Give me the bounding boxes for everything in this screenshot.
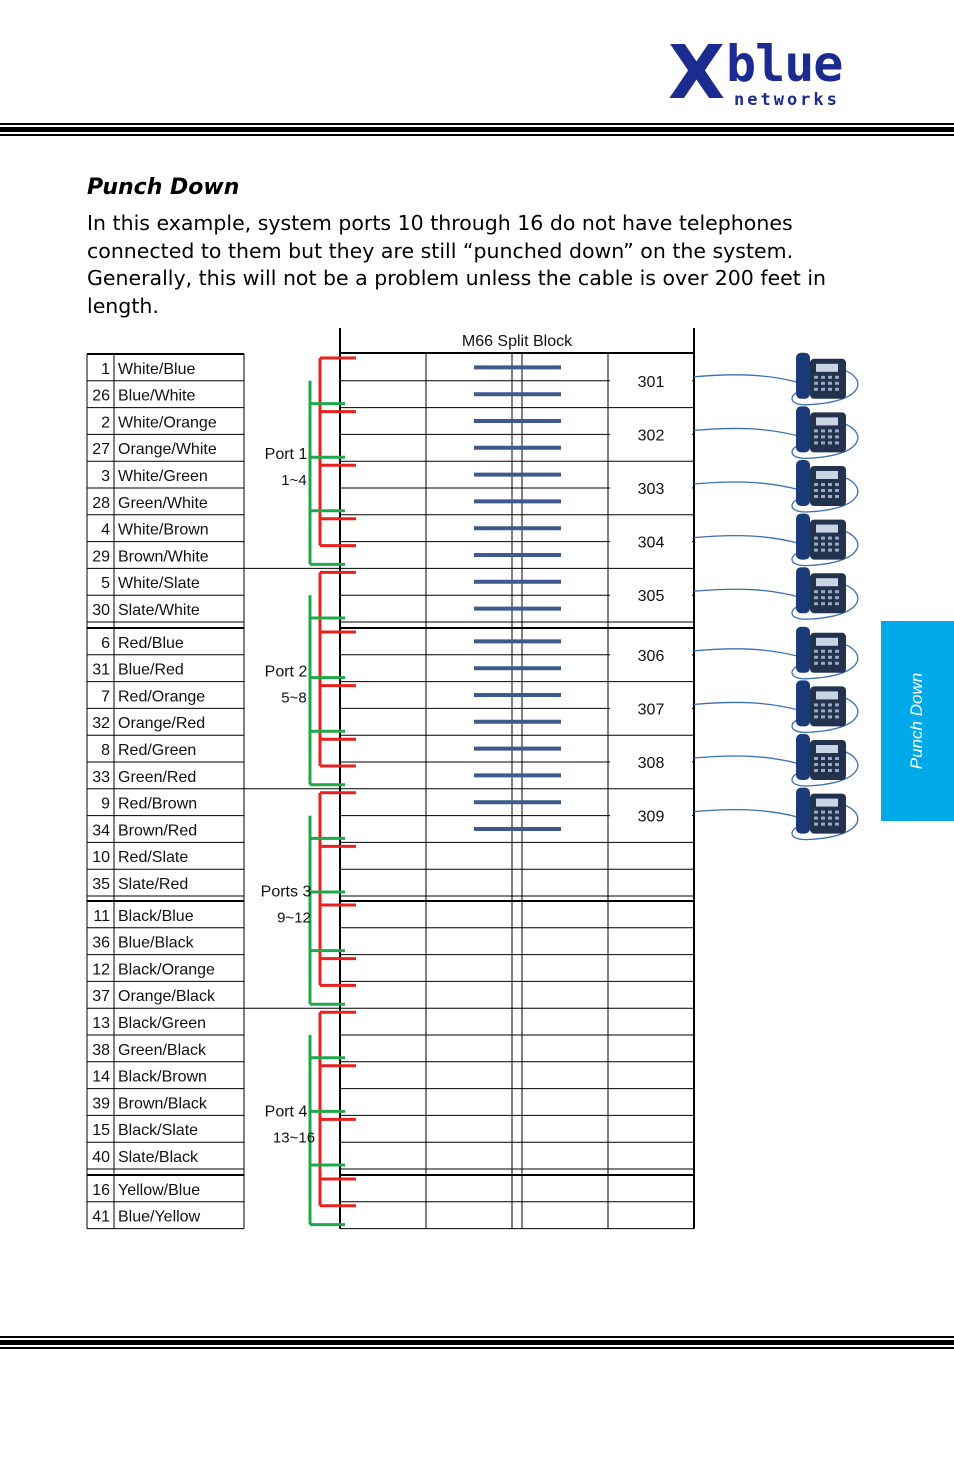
phone-key	[814, 495, 818, 498]
phone-key	[835, 811, 839, 814]
pair-color: Red/Slate	[118, 849, 189, 867]
phone-key	[814, 376, 818, 379]
phone-key	[821, 763, 825, 766]
pair-number: 7	[101, 688, 110, 706]
port-range: 13~16	[272, 1129, 316, 1147]
port-range: 9~12	[277, 909, 311, 927]
phone-display	[816, 364, 838, 372]
pair-color: White/Slate	[118, 575, 200, 593]
phone-key	[835, 429, 839, 432]
phone-key	[835, 590, 839, 593]
side-tab-label: Punch Down	[907, 672, 926, 770]
phone-key	[821, 596, 825, 599]
port-label: Port 1	[264, 446, 308, 464]
phone-key	[821, 823, 825, 826]
pair-color: Red/Blue	[118, 634, 184, 652]
phone-key	[814, 769, 818, 772]
phone-key	[835, 549, 839, 552]
phone-key	[835, 763, 839, 766]
pair-color: Orange/White	[118, 441, 217, 459]
phone-key	[828, 543, 832, 546]
phone-key	[828, 429, 832, 432]
phone-key	[828, 435, 832, 438]
pair-color: Yellow/Blue	[118, 1181, 201, 1199]
phone-cord	[694, 482, 800, 490]
phone-key	[814, 811, 818, 814]
pair-color: Green/White	[118, 494, 208, 512]
phone-display	[816, 417, 838, 425]
phone-key	[828, 441, 832, 444]
pair-color: Orange/Black	[118, 988, 215, 1006]
phone-key	[814, 435, 818, 438]
pair-color: Brown/White	[118, 548, 209, 566]
phone-key	[828, 489, 832, 492]
extension-label: 308	[637, 755, 665, 772]
extension-label: 306	[637, 647, 665, 665]
phone-key	[835, 769, 839, 772]
phone-key	[828, 662, 832, 665]
phone-key	[828, 602, 832, 605]
extension-label: 305	[637, 588, 665, 606]
phone-key	[835, 376, 839, 379]
side-tab[interactable]	[881, 621, 954, 821]
phone-key	[821, 435, 825, 438]
phone-key	[814, 441, 818, 444]
phone-key	[814, 817, 818, 820]
block-title: M66 Split Block	[461, 333, 573, 350]
pair-color: Green/Red	[118, 768, 197, 786]
phone-key	[821, 662, 825, 665]
phone-key	[828, 715, 832, 718]
phone-key	[821, 441, 825, 444]
phone-key	[814, 429, 818, 432]
pair-number: 33	[92, 768, 110, 786]
pair-color: White/Orange	[118, 414, 217, 432]
pair-number: 8	[101, 742, 110, 759]
phone-key	[821, 715, 825, 718]
phone-key	[821, 495, 825, 498]
section-title: Punch Down	[87, 175, 240, 200]
pair-number: 16	[92, 1181, 110, 1199]
phone-key	[835, 495, 839, 498]
phone-key	[828, 483, 832, 486]
phone-key	[828, 811, 832, 814]
phone-key	[828, 382, 832, 385]
phone-key	[835, 757, 839, 760]
phone-key	[814, 382, 818, 385]
phone-display	[816, 799, 838, 807]
pair-number: 38	[92, 1041, 110, 1059]
phone-key	[828, 495, 832, 498]
pair-number: 2	[101, 414, 110, 432]
phone-key	[821, 650, 825, 653]
pair-color: Slate/Red	[118, 876, 189, 893]
phone-key	[835, 823, 839, 826]
pair-color: Black/Slate	[118, 1122, 199, 1140]
pair-color: Orange/Red	[118, 715, 206, 733]
pair-number: 9	[101, 795, 110, 813]
phone-key	[814, 757, 818, 760]
pair-color: White/Blue	[118, 360, 196, 378]
extension-label: 302	[637, 427, 665, 445]
phone-key	[814, 656, 818, 659]
pair-number: 28	[92, 494, 110, 512]
pair-number: 5	[101, 575, 110, 593]
phone-key	[828, 763, 832, 766]
phone-key	[828, 650, 832, 653]
phone-key	[828, 823, 832, 826]
phone-key	[828, 703, 832, 706]
pair-color: Slate/Black	[118, 1149, 199, 1166]
phone-handset	[796, 680, 810, 726]
pair-number: 4	[101, 521, 110, 539]
phone-handset	[796, 406, 810, 452]
pair-number: 29	[92, 548, 110, 566]
phone-cord	[694, 756, 800, 764]
pair-number: 39	[92, 1095, 110, 1113]
phone-key	[814, 590, 818, 593]
phone-handset	[796, 627, 810, 673]
phone-key	[835, 537, 839, 540]
phone-key	[821, 757, 825, 760]
extension-label: 301	[637, 373, 665, 391]
pair-number: 13	[92, 1015, 110, 1032]
phone-key	[821, 382, 825, 385]
pair-number: 12	[92, 961, 110, 979]
phone-key	[814, 703, 818, 706]
phone-key	[814, 602, 818, 605]
phone-display	[816, 578, 838, 586]
pair-number: 40	[92, 1149, 110, 1166]
port-label: Port 2	[264, 663, 308, 681]
pair-number: 10	[92, 849, 110, 867]
phone-key	[835, 817, 839, 820]
phone-key	[821, 549, 825, 552]
phone-display	[816, 638, 838, 646]
phone-key	[828, 596, 832, 599]
phone-key	[835, 709, 839, 712]
phone-key	[828, 388, 832, 391]
phone-key	[814, 650, 818, 653]
pair-number: 27	[92, 441, 110, 459]
phone-handset	[796, 788, 810, 834]
port-label: Port 4	[264, 1103, 308, 1121]
pair-color: Slate/White	[118, 602, 200, 619]
phone-display	[816, 745, 838, 753]
phone-key	[835, 483, 839, 486]
phone-key	[835, 435, 839, 438]
phone-key	[835, 543, 839, 546]
phone-cord	[694, 649, 800, 657]
phone-cord	[694, 589, 800, 597]
pair-color: Black/Brown	[118, 1068, 207, 1086]
phone-key	[828, 590, 832, 593]
phone-key	[835, 715, 839, 718]
phone-display	[816, 471, 838, 479]
phone-key	[828, 656, 832, 659]
pair-color: Red/Green	[118, 742, 197, 759]
phone-handset	[796, 734, 810, 780]
phone-key	[821, 388, 825, 391]
phone-key	[821, 590, 825, 593]
phone-key	[828, 549, 832, 552]
phone-handset	[796, 460, 810, 506]
extension-label: 303	[637, 481, 665, 498]
extension-label: 307	[637, 701, 665, 719]
pair-number: 26	[92, 387, 110, 405]
pair-number: 31	[92, 661, 110, 679]
pair-color: Black/Blue	[118, 907, 194, 925]
pair-number: 34	[92, 822, 110, 840]
phone-key	[821, 483, 825, 486]
phone-key	[814, 763, 818, 766]
pair-color: Blue/Black	[118, 934, 194, 952]
pair-color: Brown/Red	[118, 822, 198, 840]
extension-label: 309	[637, 808, 665, 826]
phone-key	[828, 817, 832, 820]
pair-number: 1	[101, 360, 110, 378]
pair-color: Red/Brown	[118, 795, 198, 813]
pair-number: 30	[92, 602, 110, 619]
pair-color: Brown/Black	[118, 1095, 207, 1113]
pair-number: 3	[101, 468, 110, 485]
phone-key	[835, 662, 839, 665]
pair-number: 32	[92, 715, 110, 733]
phone-key	[814, 823, 818, 826]
phone-key	[814, 483, 818, 486]
pair-color: Black/Green	[118, 1015, 207, 1032]
intro-paragraph: In this example, system ports 10 through 16 do not have telephones connected to them but they are still “punched down” on the system. Generally, this will not be a problem unless the cable is over 200 feet in length.	[87, 211, 827, 318]
phone-key	[821, 817, 825, 820]
phone-key	[814, 489, 818, 492]
phone-key	[835, 441, 839, 444]
phone-key	[835, 602, 839, 605]
phone-key	[814, 715, 818, 718]
phone-cord	[694, 536, 800, 544]
logo-mark: X	[668, 30, 724, 116]
phone-key	[828, 769, 832, 772]
phone-key	[821, 602, 825, 605]
pair-number: 14	[92, 1068, 110, 1086]
pair-color: Red/Orange	[118, 688, 206, 706]
phone-key	[814, 662, 818, 665]
port-label: Ports 3	[260, 883, 312, 901]
pair-number: 6	[101, 634, 110, 652]
phone-handset	[796, 567, 810, 613]
phone-key	[835, 703, 839, 706]
extension-label: 304	[637, 534, 665, 552]
phone-key	[835, 656, 839, 659]
pair-color: Blue/Red	[118, 661, 184, 679]
phone-key	[828, 709, 832, 712]
logo-word: blue	[726, 35, 843, 93]
pair-number: 35	[92, 876, 110, 893]
phone-key	[828, 537, 832, 540]
phone-display	[816, 691, 838, 699]
pair-number: 41	[92, 1208, 110, 1226]
pair-color: Blue/Yellow	[118, 1208, 201, 1226]
pair-number: 11	[93, 907, 110, 925]
phone-cord	[694, 810, 800, 818]
pair-number: 15	[92, 1122, 110, 1140]
phone-key	[814, 596, 818, 599]
phone-cord	[694, 375, 800, 383]
phone-key	[835, 382, 839, 385]
pair-number: 37	[92, 988, 110, 1006]
phone-key	[821, 537, 825, 540]
pair-color: Black/Orange	[118, 961, 215, 979]
port-range: 5~8	[281, 689, 307, 707]
phone-cord	[694, 428, 800, 436]
phone-handset	[796, 353, 810, 399]
phone-key	[814, 709, 818, 712]
phone-key	[821, 811, 825, 814]
phone-key	[835, 489, 839, 492]
pair-color: Green/Black	[118, 1041, 207, 1059]
phone-key	[814, 549, 818, 552]
phone-key	[821, 769, 825, 772]
phone-key	[821, 709, 825, 712]
phone-key	[821, 376, 825, 379]
phone-key	[814, 388, 818, 391]
phone-key	[821, 543, 825, 546]
phone-key	[814, 537, 818, 540]
phone-key	[821, 429, 825, 432]
pair-color: White/Brown	[118, 521, 209, 539]
phone-display	[816, 525, 838, 533]
phone-key	[828, 757, 832, 760]
phone-key	[835, 596, 839, 599]
phone-key	[835, 650, 839, 653]
phone-handset	[796, 514, 810, 560]
phone-key	[828, 376, 832, 379]
phone-key	[821, 656, 825, 659]
pair-color: White/Green	[118, 468, 208, 485]
phone-cord	[694, 702, 800, 710]
phone-key	[821, 703, 825, 706]
pair-number: 36	[92, 934, 110, 952]
phone-key	[814, 543, 818, 546]
port-range: 1~4	[281, 472, 307, 490]
phone-key	[835, 388, 839, 391]
pair-color: Blue/White	[118, 387, 196, 405]
phone-key	[821, 489, 825, 492]
logo-sub: networks	[734, 90, 840, 110]
